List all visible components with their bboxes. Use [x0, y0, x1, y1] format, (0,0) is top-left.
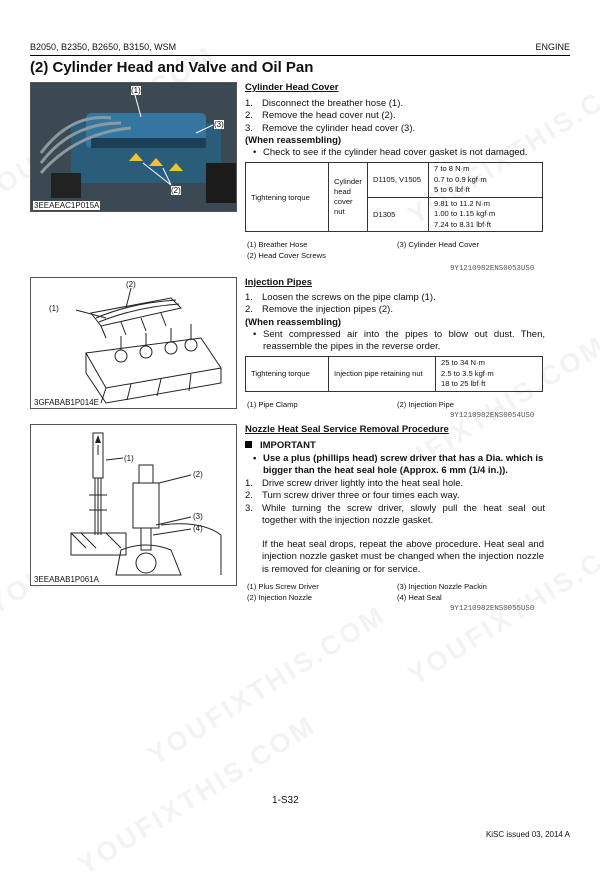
page-number: 1-S32	[272, 795, 299, 806]
important-label: IMPORTANT	[245, 440, 316, 451]
callout-4: (4)	[193, 524, 203, 533]
list-item: 1. Drive screw driver lightly into the heat seal hole.	[245, 478, 464, 489]
legend-cover-right: (3) Cylinder Head Cover	[397, 240, 479, 249]
reassembly-label: (When reassembling)	[245, 134, 342, 146]
table-cell: 7 to 8 N·m 0.7 to 0.9 kgf·m 5 to 6 lbf·ft	[429, 163, 543, 198]
callout-3: (3)	[214, 120, 224, 129]
pipes-note: • Sent compressed air into the pipes to blow out dust. Then, reassemble the pipes in the reverse order.	[253, 329, 545, 353]
list-item: 2. Turn screw driver three or four times each way.	[245, 490, 460, 502]
table-cell: Injection pipe retaining nut	[329, 357, 436, 392]
cover-steps	[245, 98, 545, 147]
table-cell: D1105, V1505	[368, 163, 429, 198]
list-item: 1. Disconnect the breather hose (1).	[245, 98, 403, 109]
header-section: ENGINE	[535, 42, 570, 52]
legend-nozzle-left: (1) Plus Screw Driver (2) Injection Nozzle	[247, 582, 319, 602]
list-item: 2. Remove the injection pipes (2).	[245, 304, 393, 316]
callout-1: (1)	[131, 86, 141, 95]
torque-table-pipes	[245, 356, 543, 392]
cover-note: • Check to see if the cylinder head cover gasket is not damaged.	[253, 147, 528, 158]
pipes-steps	[245, 292, 545, 329]
legend-cover-left: (1) Breather Hose (2) Head Cover Screws	[247, 240, 326, 260]
table-cell: 25 to 34 N·m 2.5 to 3.5 kgf·m 18 to 25 lbf·ft	[436, 357, 543, 392]
header-rule	[30, 55, 570, 56]
legend-pipes-left: (1) Pipe Clamp	[247, 400, 298, 409]
reassembly-label: (When reassembling)	[245, 316, 342, 328]
figure-injection-pipes	[30, 277, 237, 409]
list-item: 3. Remove the cylinder head cover (3).	[245, 122, 416, 134]
section-heading-cylinder-head-cover: Cylinder Head Cover	[245, 82, 339, 93]
table-cell: Cylinder head cover nut	[329, 163, 368, 232]
nozzle-drawing	[31, 425, 236, 585]
callout-1: (1)	[49, 304, 59, 313]
legend-pipes-right: (2) Injection Pipe	[397, 400, 454, 409]
callout-2: (2)	[126, 280, 136, 289]
callout-2: (2)	[193, 470, 203, 479]
list-item: 2. Remove the head cover nut (2).	[245, 110, 396, 122]
important-square-icon	[245, 441, 252, 448]
callout-2: (2)	[171, 186, 181, 195]
table-cell: Tightening torque	[246, 163, 329, 232]
figure-id: 3GFABAB1P014E	[34, 398, 99, 407]
callout-1: (1)	[124, 454, 134, 463]
legend-nozzle-right: (3) Injection Nozzle Packin (4) Heat Seal	[397, 582, 487, 602]
page-title: (2) Cylinder Head and Valve and Oil Pan	[30, 59, 314, 76]
section-heading-injection-pipes: Injection Pipes	[245, 277, 313, 288]
nozzle-paragraph: If the heat seal drops, repeat the above procedure. Heat seal and injection nozzle gasket must be changed when the injection nozzle is removed for cleaning or for service.	[262, 539, 544, 575]
section-heading-nozzle-heat-seal: Nozzle Heat Seal Service Removal Procedure	[245, 424, 449, 435]
important-note: • Use a plus (phillips head) screw driver that has a Dia. which is bigger than the heat seal hole (Approx. 6 mm (1/4 in.)).	[253, 453, 544, 477]
reference-code: 9Y1210982ENS0055US0	[450, 605, 535, 613]
list-item: 1. Loosen the screws on the pipe clamp (1).	[245, 292, 436, 303]
torque-table-cover	[245, 162, 543, 232]
table-cell: 9.81 to 11.2 N·m 1.00 to 1.15 kgf·m 7.24 to 8.31 lbf·ft	[429, 197, 543, 232]
figure-cylinder-head-cover	[30, 82, 237, 212]
list-item: 3. While turning the screw driver, slowly pull the heat seal out together with the injection nozzle gasket.	[245, 502, 545, 526]
nozzle-steps	[245, 478, 545, 527]
reference-code: 9Y1210982ENS0053US0	[450, 265, 535, 273]
figure-nozzle-heat-seal	[30, 424, 237, 586]
figure-id: 3EEAEAC1P015A	[34, 201, 100, 210]
issue-note: KiSC issued 03, 2014 A	[485, 830, 570, 839]
figure-id: 3EEABAB1P061A	[34, 575, 99, 584]
header-models: B2050, B2350, B2650, B3150, WSM	[30, 42, 177, 52]
table-cell: D1305	[368, 197, 429, 232]
table-cell: Tightening torque	[246, 357, 329, 392]
callout-3: (3)	[193, 512, 203, 521]
reference-code: 9Y1210982ENS0054US0	[450, 412, 535, 420]
engine-photo	[31, 83, 236, 211]
injection-pipes-drawing	[31, 278, 236, 408]
